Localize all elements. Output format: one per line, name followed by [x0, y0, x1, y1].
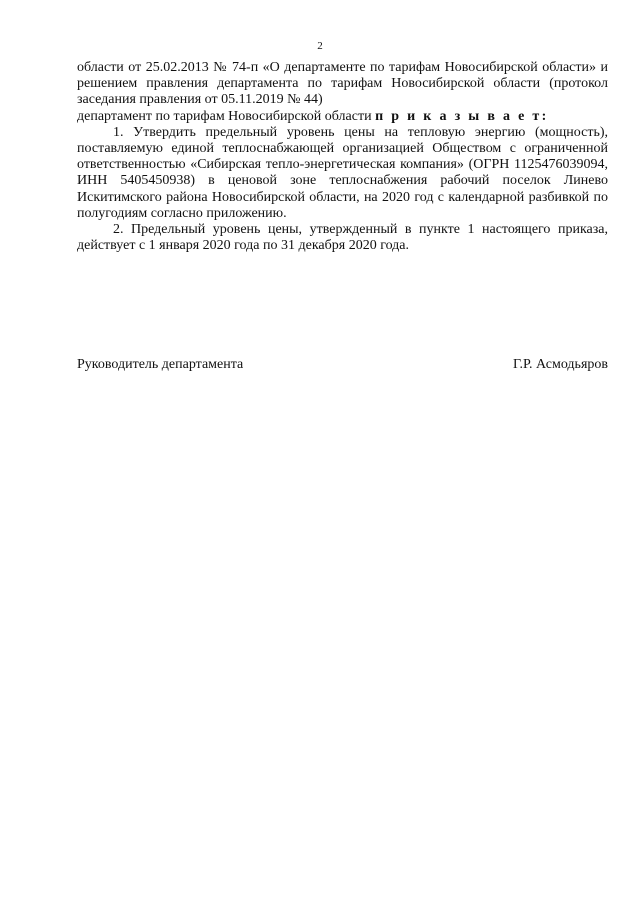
signature-block — [77, 357, 608, 373]
signatory-name: Г.Р. Асмодьяров — [512, 357, 608, 372]
page-number: 2 — [317, 40, 323, 52]
signatory-position: Руководитель департамента — [77, 357, 244, 372]
paragraph-orders — [77, 109, 608, 125]
orders-lead-text: департамент по тарифам Новосибирской области — [77, 108, 376, 124]
document-body — [77, 60, 608, 254]
paragraph-item-2: 2. Предельный уровень цены, утвержденный в пункте 1 настоящего приказа, действует с 1 января 2020 года по 31 декабря 2020 года. — [77, 222, 608, 254]
paragraph-item-1: 1. Утвердить предельный уровень цены на тепловую энергию (мощность), поставляемую единой теплоснабжающей организацией Обществом с ограниченной ответственностью «Сибирская тепло-энергетическая компания» (ОГРН 1125476039094, ИНН 5405450938) в ценовой зоне теплоснабжения рабочий поселок Линево Искитимского района Новосибирской области, на 2020 год с календарной разбивкой по полугодиям согласно приложению. — [77, 124, 608, 221]
orders-keyword: п р и к а з ы в а е т: — [375, 108, 549, 124]
paragraph-legal-basis: области от 25.02.2013 № 74-п «О департаменте по тарифам Новосибирской области» и решением правления департамента по тарифам Новосибирской области (протокол заседания правления от 05.11.2019 № 44) — [77, 60, 608, 108]
